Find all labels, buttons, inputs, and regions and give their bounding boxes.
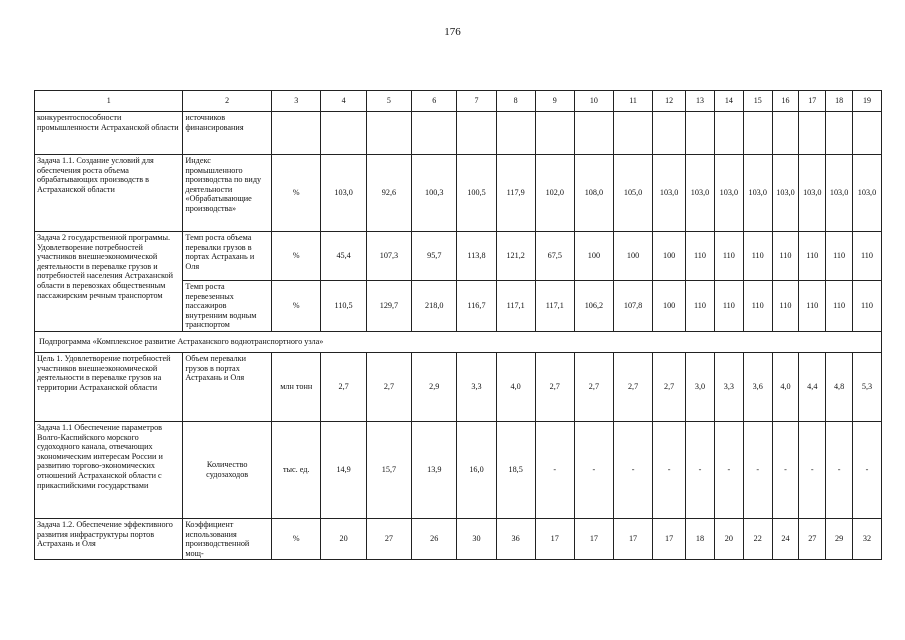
- value-cell: 3,3: [714, 352, 743, 421]
- unit-cell: %: [271, 281, 320, 332]
- value-cell: [714, 112, 743, 155]
- value-cell: 3,0: [686, 352, 715, 421]
- value-cell: 95,7: [412, 232, 457, 281]
- subprogram-title: Подпрограмма «Комплексное развитие Астраханского воднотранспортного узла»: [35, 331, 882, 352]
- value-cell: [496, 112, 535, 155]
- value-cell: -: [574, 421, 613, 518]
- indicator-cell: Темп роста перевезенных пассажиров внутренним водным транспортом: [183, 281, 272, 332]
- indicator-cell: Объем перевалки грузов в портах Астрахань и Оля: [183, 352, 272, 421]
- value-cell: 103,0: [653, 155, 686, 232]
- value-cell: 30: [457, 518, 496, 559]
- header-cell-14: 14: [714, 91, 743, 112]
- value-cell: 110: [714, 232, 743, 281]
- value-cell: 103,0: [826, 155, 853, 232]
- header-cell-15: 15: [743, 91, 772, 112]
- table-header-row: [35, 91, 882, 112]
- header-cell-12: 12: [653, 91, 686, 112]
- value-cell: 22: [743, 518, 772, 559]
- value-cell: 4,4: [799, 352, 826, 421]
- value-cell: 108,0: [574, 155, 613, 232]
- value-cell: 110: [826, 232, 853, 281]
- value-cell: 4,0: [772, 352, 799, 421]
- value-cell: -: [653, 421, 686, 518]
- indicator-cell: Коэффициент использования производственной мощ-: [183, 518, 272, 559]
- value-cell: 110: [852, 281, 881, 332]
- value-cell: -: [772, 421, 799, 518]
- value-cell: 92,6: [366, 155, 411, 232]
- value-cell: 218,0: [412, 281, 457, 332]
- value-cell: -: [852, 421, 881, 518]
- header-cell-1: 1: [35, 91, 183, 112]
- value-cell: 110: [799, 232, 826, 281]
- unit-cell: млн тонн: [271, 352, 320, 421]
- value-cell: 110: [799, 281, 826, 332]
- header-cell-16: 16: [772, 91, 799, 112]
- value-cell: [574, 112, 613, 155]
- value-cell: 17: [574, 518, 613, 559]
- goal-task-cell: конкурентоспособности промышленности Астраханской области: [35, 112, 183, 155]
- value-cell: 26: [412, 518, 457, 559]
- unit-cell: [271, 112, 320, 155]
- value-cell: [743, 112, 772, 155]
- unit-cell: тыс. ед.: [271, 421, 320, 518]
- value-cell: 2,9: [412, 352, 457, 421]
- value-cell: 4,8: [826, 352, 853, 421]
- value-cell: 20: [714, 518, 743, 559]
- value-cell: 110: [743, 232, 772, 281]
- page-number: 176: [444, 26, 461, 38]
- header-cell-9: 9: [535, 91, 574, 112]
- value-cell: 18: [686, 518, 715, 559]
- value-cell: 2,7: [366, 352, 411, 421]
- value-cell: 106,2: [574, 281, 613, 332]
- value-cell: 110,5: [321, 281, 366, 332]
- value-cell: 36: [496, 518, 535, 559]
- header-cell-10: 10: [574, 91, 613, 112]
- value-cell: [852, 112, 881, 155]
- value-cell: 4,0: [496, 352, 535, 421]
- value-cell: [412, 112, 457, 155]
- value-cell: 27: [799, 518, 826, 559]
- table-row: [35, 421, 882, 518]
- value-cell: [366, 112, 411, 155]
- value-cell: 100,3: [412, 155, 457, 232]
- value-cell: 13,9: [412, 421, 457, 518]
- table-body: [35, 91, 882, 560]
- table-row: [35, 155, 882, 232]
- value-cell: 2,7: [574, 352, 613, 421]
- goal-task-cell: Цель 1. Удовлетворение потребностей участников внешнеэкономической деятельности в перевалке грузов на территории Астраханской области: [35, 352, 183, 421]
- value-cell: 117,9: [496, 155, 535, 232]
- value-cell: 103,0: [321, 155, 366, 232]
- value-cell: 103,0: [714, 155, 743, 232]
- value-cell: 17: [535, 518, 574, 559]
- indicator-cell: Темп роста объема перевалки грузов в портах Астрахань и Оля: [183, 232, 272, 281]
- value-cell: 32: [852, 518, 881, 559]
- value-cell: 29: [826, 518, 853, 559]
- value-cell: 105,0: [613, 155, 652, 232]
- value-cell: 3,3: [457, 352, 496, 421]
- value-cell: 100: [574, 232, 613, 281]
- value-cell: 117,1: [535, 281, 574, 332]
- value-cell: 5,3: [852, 352, 881, 421]
- value-cell: 18,5: [496, 421, 535, 518]
- goal-task-cell: Задача 1.1. Создание условий для обеспечения роста объема обрабатывающих производств в Астраханской области: [35, 155, 183, 232]
- table-row: [35, 331, 882, 352]
- value-cell: 110: [772, 232, 799, 281]
- value-cell: -: [714, 421, 743, 518]
- goal-task-cell: Задача 2 государственной программы. Удовлетворение потребностей участников внешнеэкономической деятельности в перевалке грузов и потребностей населения Астраханской области в перевозках общественным пассажирским речным транспортом: [35, 232, 183, 332]
- value-cell: 45,4: [321, 232, 366, 281]
- unit-cell: %: [271, 155, 320, 232]
- value-cell: 100: [653, 232, 686, 281]
- value-cell: 67,5: [535, 232, 574, 281]
- table-row: [35, 112, 882, 155]
- indicator-cell: Количество судозаходов: [183, 421, 272, 518]
- value-cell: 103,0: [772, 155, 799, 232]
- value-cell: 110: [686, 232, 715, 281]
- value-cell: 2,7: [653, 352, 686, 421]
- value-cell: -: [613, 421, 652, 518]
- value-cell: [457, 112, 496, 155]
- value-cell: -: [799, 421, 826, 518]
- header-cell-19: 19: [852, 91, 881, 112]
- value-cell: 16,0: [457, 421, 496, 518]
- value-cell: 103,0: [799, 155, 826, 232]
- value-cell: [321, 112, 366, 155]
- header-cell-4: 4: [321, 91, 366, 112]
- value-cell: 110: [714, 281, 743, 332]
- goal-task-cell: Задача 1.2. Обеспечение эффективного развития инфраструктуры портов Астрахань и Оля: [35, 518, 183, 559]
- value-cell: 100: [653, 281, 686, 332]
- header-cell-18: 18: [826, 91, 853, 112]
- value-cell: 110: [826, 281, 853, 332]
- value-cell: 103,0: [852, 155, 881, 232]
- value-cell: -: [743, 421, 772, 518]
- indicator-cell: источников финансирования: [183, 112, 272, 155]
- value-cell: [613, 112, 652, 155]
- header-cell-7: 7: [457, 91, 496, 112]
- value-cell: [799, 112, 826, 155]
- value-cell: [772, 112, 799, 155]
- header-cell-3: 3: [271, 91, 320, 112]
- value-cell: [686, 112, 715, 155]
- value-cell: 2,7: [613, 352, 652, 421]
- value-cell: -: [826, 421, 853, 518]
- value-cell: 20: [321, 518, 366, 559]
- table-row: [35, 352, 882, 421]
- header-cell-6: 6: [412, 91, 457, 112]
- value-cell: 27: [366, 518, 411, 559]
- header-cell-8: 8: [496, 91, 535, 112]
- header-cell-13: 13: [686, 91, 715, 112]
- value-cell: 15,7: [366, 421, 411, 518]
- header-cell-11: 11: [613, 91, 652, 112]
- value-cell: 103,0: [686, 155, 715, 232]
- value-cell: 110: [743, 281, 772, 332]
- header-cell-5: 5: [366, 91, 411, 112]
- header-cell-17: 17: [799, 91, 826, 112]
- value-cell: 121,2: [496, 232, 535, 281]
- value-cell: -: [686, 421, 715, 518]
- table-row: [35, 232, 882, 281]
- value-cell: 129,7: [366, 281, 411, 332]
- value-cell: 107,3: [366, 232, 411, 281]
- value-cell: 3,6: [743, 352, 772, 421]
- table-row: [35, 518, 882, 559]
- value-cell: 103,0: [743, 155, 772, 232]
- value-cell: 117,1: [496, 281, 535, 332]
- value-cell: 107,8: [613, 281, 652, 332]
- header-cell-2: 2: [183, 91, 272, 112]
- value-cell: 100: [613, 232, 652, 281]
- value-cell: 116,7: [457, 281, 496, 332]
- indicators-table: [34, 90, 882, 560]
- value-cell: 24: [772, 518, 799, 559]
- value-cell: 100,5: [457, 155, 496, 232]
- value-cell: 110: [772, 281, 799, 332]
- value-cell: 110: [686, 281, 715, 332]
- value-cell: [535, 112, 574, 155]
- value-cell: [826, 112, 853, 155]
- value-cell: 17: [613, 518, 652, 559]
- value-cell: 102,0: [535, 155, 574, 232]
- unit-cell: %: [271, 518, 320, 559]
- value-cell: 2,7: [321, 352, 366, 421]
- value-cell: 110: [852, 232, 881, 281]
- unit-cell: %: [271, 232, 320, 281]
- value-cell: 113,8: [457, 232, 496, 281]
- value-cell: 2,7: [535, 352, 574, 421]
- value-cell: 14,9: [321, 421, 366, 518]
- value-cell: -: [535, 421, 574, 518]
- value-cell: [653, 112, 686, 155]
- indicator-cell: Индекс промышленного производства по виду деятельности «Обрабатывающие производства»: [183, 155, 272, 232]
- value-cell: 17: [653, 518, 686, 559]
- goal-task-cell: Задача 1.1 Обеспечение параметров Волго-Каспийского морского судоходного канала, отвечающих экономическим интересам России и развитию торгово-экономических отношений Астраханской области с прикаспийскими государствами: [35, 421, 183, 518]
